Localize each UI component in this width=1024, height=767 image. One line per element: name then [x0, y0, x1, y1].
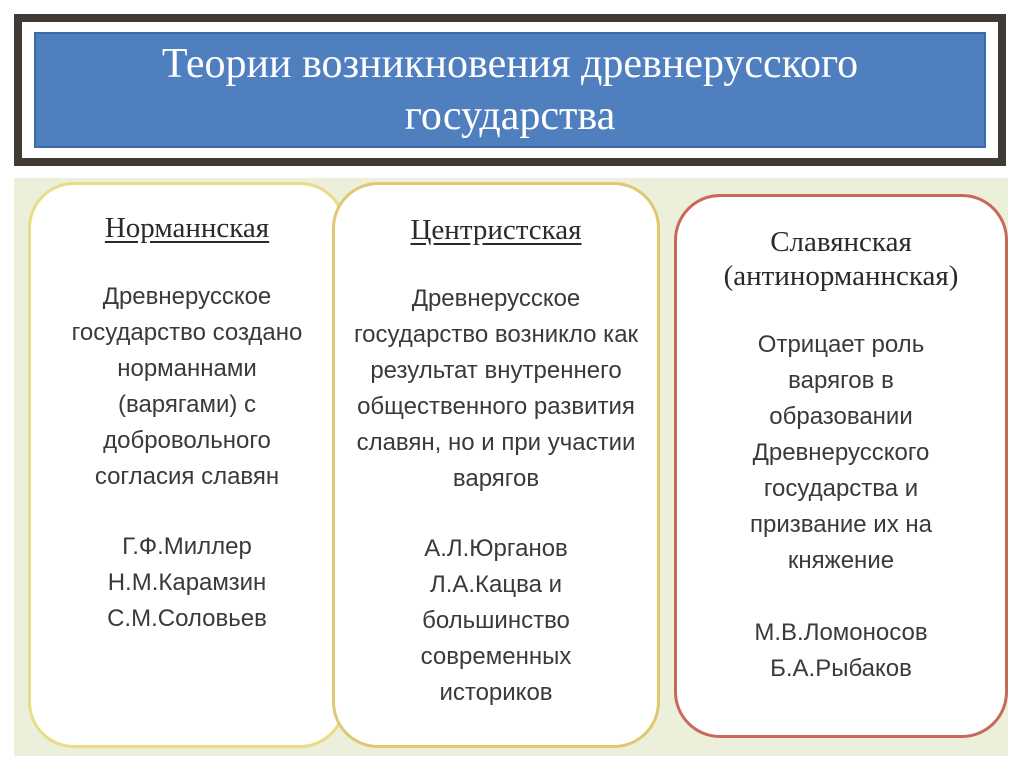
- theory-card-norman: [28, 182, 346, 748]
- theory-proponents: А.Л.Юрганов Л.А.Кацва и большинство современных историков: [420, 535, 572, 706]
- theory-card-centrist: [332, 182, 660, 748]
- theory-description: Отрицает роль варягов в образовании Древнерусского государства и призвание их на княжение: [750, 331, 932, 574]
- page-title: Теории возникновения древнерусского государства: [161, 41, 859, 139]
- title-frame: [14, 14, 1006, 166]
- theory-card-slavic: [674, 194, 1008, 738]
- theory-proponents: М.В.Ломоносов Б.А.Рыбаков: [754, 619, 928, 682]
- title-box: [34, 32, 986, 148]
- theories-panel: [14, 178, 1008, 756]
- theory-title: Славянская (антинорманнская): [723, 226, 959, 292]
- theory-description: Древнерусское государство возникло как результат внутреннего общественного развития славян, но и при участии варягов: [353, 285, 639, 492]
- theory-description: Древнерусское государство создано норманнами (варягами) с добровольного согласия славян: [71, 283, 303, 490]
- theory-title: Центристская: [410, 214, 582, 246]
- title-inner-border: [22, 22, 998, 158]
- theory-title: Норманнская: [104, 212, 270, 244]
- theory-proponents: Г.Ф.Миллер Н.М.Карамзин С.М.Соловьев: [107, 533, 267, 632]
